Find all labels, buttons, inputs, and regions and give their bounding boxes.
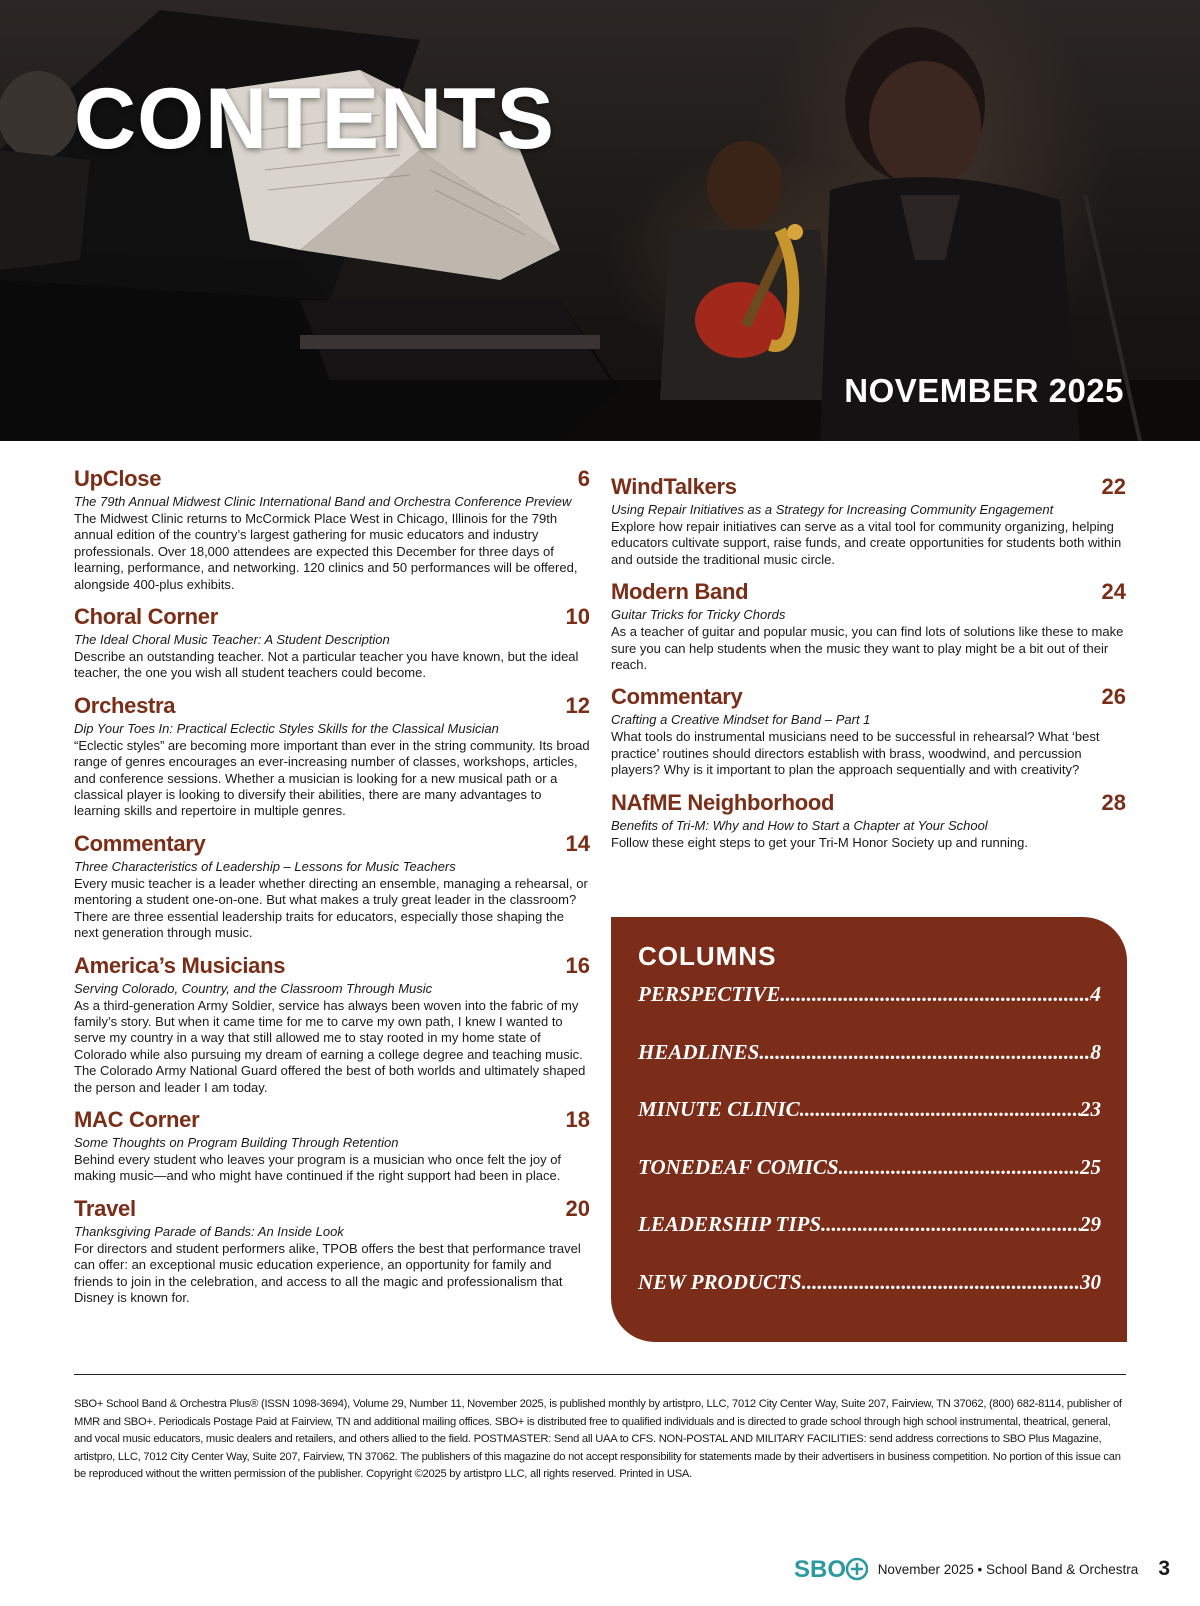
- articles-right-column: [611, 474, 1126, 862]
- article-page-number: 26: [1101, 684, 1126, 710]
- article-entry[interactable]: [74, 693, 590, 820]
- article-section[interactable]: America’s Musicians: [74, 952, 286, 978]
- article-entry[interactable]: [74, 953, 590, 1096]
- leader-dots: [780, 982, 1090, 1007]
- article-page-number: 28: [1101, 789, 1126, 815]
- leader-dots: [759, 1040, 1090, 1065]
- article-description: Describe an outstanding teacher. Not a particular teacher you have known, but the ideal teacher, the one you wish all student teachers could become.: [74, 649, 579, 681]
- column-item[interactable]: [638, 982, 1101, 1040]
- footer-issue-text: November 2025 • School Band & Orchestra: [877, 1561, 1139, 1577]
- article-description: Explore how repair initiatives can serve as a vital tool for community organizing, helping educators cultivate support, raise funds, and create opportunities for students both within and outside the traditional music circle.: [611, 519, 1122, 567]
- issue-date: NOVEMBER 2025: [844, 372, 1124, 409]
- article-entry[interactable]: [74, 466, 590, 593]
- column-page-number: 4: [1090, 982, 1101, 1006]
- article-page-number: 12: [565, 692, 590, 718]
- sbo-logo: [794, 1556, 868, 1582]
- column-item[interactable]: [638, 1097, 1101, 1155]
- article-description: Follow these eight steps to get your Tri-M Honor Society up and running.: [611, 834, 1028, 850]
- article-section[interactable]: UpClose: [74, 466, 162, 491]
- article-page-number: 14: [565, 830, 590, 856]
- article-section[interactable]: Commentary: [74, 830, 206, 856]
- column-label: PERSPECTIVE: [638, 982, 781, 1006]
- article-section[interactable]: Modern Band: [611, 579, 749, 605]
- column-page-number: 25: [1080, 1154, 1101, 1179]
- article-entry[interactable]: [611, 579, 1126, 673]
- column-page-number: 23: [1080, 1097, 1101, 1121]
- article-description: The Midwest Clinic returns to McCormick Place West in Chicago, Illinois for the 79th annual edition of the country’s largest gathering for music educators and industry professionals. Over 18,000 attendees are expected this December for three days of learning, performance, and networking. 120 clinics and 50 performances will be offered, alongside 400-plus exhibits.: [74, 511, 578, 592]
- articles-left-column: [74, 466, 590, 1317]
- article-section[interactable]: MAC Corner: [74, 1106, 200, 1132]
- article-entry[interactable]: [74, 1107, 590, 1185]
- page-footer: [794, 1556, 1170, 1582]
- leader-dots: [800, 1097, 1080, 1122]
- article-subtitle: Thanksgiving Parade of Bands: An Inside Look: [74, 1223, 344, 1239]
- article-section[interactable]: Commentary: [611, 684, 743, 710]
- page-title: CONTENTS: [74, 71, 555, 167]
- article-entry[interactable]: [74, 604, 590, 682]
- column-page-number: 8: [1090, 1039, 1101, 1064]
- article-subtitle: Some Thoughts on Program Building Through Retention: [74, 1134, 399, 1150]
- article-entry[interactable]: [611, 684, 1126, 778]
- page-number: 3: [1158, 1557, 1170, 1580]
- article-description: Behind every student who leaves your program is a musician who once felt the joy of making music—and who might have continued if the right support had been in place.: [74, 1151, 562, 1184]
- article-subtitle: Guitar Tricks for Tricky Chords: [611, 607, 786, 623]
- article-entry[interactable]: [611, 474, 1126, 568]
- article-page-number: 10: [565, 604, 590, 630]
- article-page-number: 22: [1101, 474, 1126, 499]
- article-section[interactable]: Orchestra: [74, 692, 176, 718]
- svg-text:SBO: SBO: [793, 1556, 846, 1582]
- column-item[interactable]: [638, 1212, 1101, 1270]
- article-subtitle: The Ideal Choral Music Teacher: A Student Description: [74, 632, 390, 648]
- article-section[interactable]: WindTalkers: [611, 474, 737, 499]
- column-page-number: 30: [1080, 1269, 1101, 1294]
- sbo-logo-icon: [794, 1556, 868, 1582]
- column-item[interactable]: [638, 1040, 1101, 1098]
- article-page-number: 16: [565, 952, 590, 978]
- column-item[interactable]: [638, 1270, 1101, 1328]
- article-description: What tools do instrumental musicians need to be successful in rehearsal? What ‘best practice’ routines should directors establish with brass, woodwind, and percussion players? Why is it important to plan the approach sequentially and with creativity?: [611, 729, 1100, 778]
- article-page-number: 6: [577, 466, 590, 491]
- article-section[interactable]: Choral Corner: [74, 604, 219, 630]
- column-item[interactable]: [638, 1155, 1101, 1213]
- article-description: As a teacher of guitar and popular music, you can find lots of solutions like these to make sure you can help students when the music they want to play might be a bit out of their reach.: [611, 624, 1124, 673]
- article-page-number: 18: [565, 1106, 590, 1132]
- article-subtitle: Serving Colorado, Country, and the Classroom Through Music: [74, 980, 433, 996]
- article-description: Every music teacher is a leader whether directing an ensemble, managing a rehearsal, or mentoring a student one-on-one. But what makes a truly great leader in the classroom? There are three essential leadership traits for educators, especially those shaping the next generation through music.: [74, 875, 588, 941]
- leader-dots: [802, 1270, 1080, 1295]
- article-subtitle: Dip Your Toes In: Practical Eclectic Styles Skills for the Classical Musician: [74, 720, 499, 736]
- column-label: MINUTE CLINIC: [638, 1097, 800, 1121]
- article-subtitle: Benefits of Tri-M: Why and How to Start a Chapter at Your School: [611, 817, 988, 833]
- column-label: NEW PRODUCTS: [638, 1269, 802, 1294]
- column-page-number: 29: [1080, 1212, 1101, 1236]
- article-section[interactable]: NAfME Neighborhood: [611, 789, 835, 815]
- hero-photo: [0, 0, 1200, 441]
- article-subtitle: Three Characteristics of Leadership – Lessons for Music Teachers: [74, 858, 456, 874]
- leader-dots: [839, 1155, 1080, 1180]
- divider: [74, 1374, 1126, 1375]
- article-description: As a third-generation Army Soldier, service has always been woven into the fabric of my family’s story. But when it came time for me to carve my own path, I knew I wanted to serve my country in a way that still allowed me to stay rooted in my home state of Colorado while also pursuing my dream of earning a college degree and teaching music. The Colorado Army National Guard offered the best of both worlds and ultimately shaped the person and leader I am today.: [74, 997, 586, 1095]
- article-subtitle: The 79th Annual Midwest Clinic International Band and Orchestra Conference Preview: [74, 494, 572, 509]
- columns-box: [611, 917, 1127, 1342]
- article-description: For directors and student performers alike, TPOB offers the best that performance travel can offer: an exceptional music education experience, an opportunity for family and friends to join in the celebration, and access to all the magic and professionalism that Disney is known for.: [74, 1240, 581, 1305]
- article-entry[interactable]: [74, 1196, 590, 1307]
- column-label: HEADLINES: [638, 1039, 760, 1064]
- leader-dots: [821, 1212, 1080, 1237]
- article-page-number: 24: [1101, 579, 1126, 605]
- article-entry[interactable]: [611, 790, 1126, 851]
- article-subtitle: Crafting a Creative Mindset for Band – Part 1: [611, 712, 871, 728]
- article-section[interactable]: Travel: [74, 1195, 136, 1221]
- publication-statement: SBO+ School Band & Orchestra Plus® (ISSN 1098-3694), Volume 29, Number 11, November 2025, is published monthly by artistpro, LLC, 7012 City Center Way, Suite 207, Fairview, TN 37062, (800) 682-8114, publisher of MMR and SBO+. Periodicals Postage Paid at Fairview, TN and additional mailing offices. SBO+ is distributed free to qualified individuals and is directed to grade school through high school instrumental, theatrical, general, and vocal music educators, music dealers and retailers, and others allied to the field. POSTMASTER: Send all UAA to CFS. NON-POSTAL AND MILITARY FACILITIES: send address corrections to SBO Plus Magazine, artistpro, LLC, 7012 City Center Way, Suite 207, Fairview, TN 37062. The publishers of this magazine do not accept responsibility for statements made by their advertisers in business competition. No portion of this issue can be reproduced without the written permission of the publisher. Copyright ©2025 by artistpro LLC, all rights reserved. Printed in USA.: [74, 1398, 1122, 1480]
- article-subtitle: Using Repair Initiatives as a Strategy for Increasing Community Engagement: [611, 502, 1054, 517]
- article-description: “Eclectic styles” are becoming more important than ever in the string community. Its broad range of genres encourages an ever-increasing number of classes, workshops, articles, and conference sessions. Whether a musician is looking for a new musical path or a classical player is looking to diversify their abilities, there are many advantages to learning skills and repertoire in multiple genres.: [74, 737, 590, 819]
- column-label: TONEDEAF COMICS: [638, 1154, 839, 1179]
- columns-title: COLUMNS: [638, 941, 777, 971]
- article-entry[interactable]: [74, 831, 590, 942]
- column-label: LEADERSHIP TIPS: [638, 1212, 822, 1236]
- article-page-number: 20: [565, 1195, 590, 1221]
